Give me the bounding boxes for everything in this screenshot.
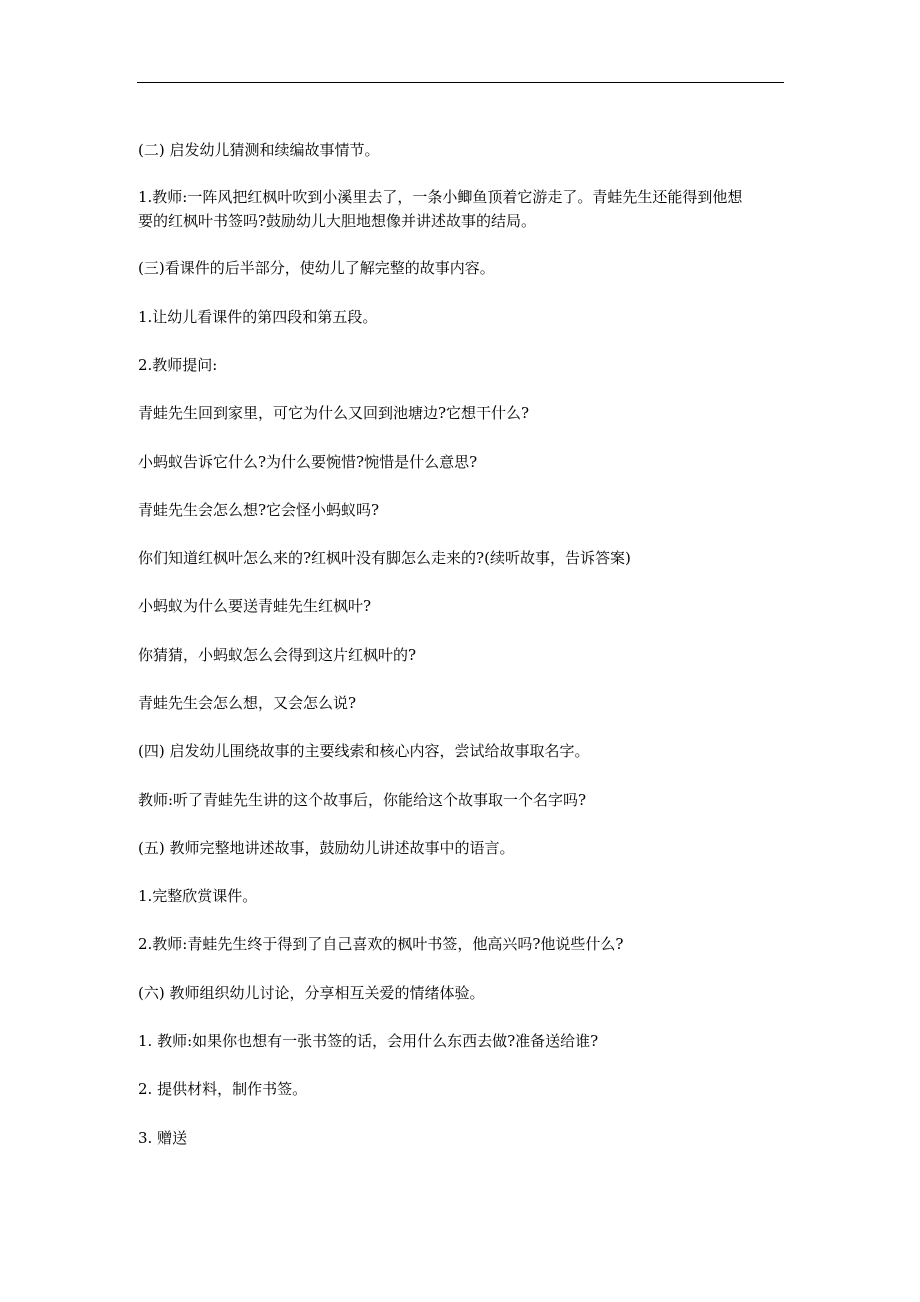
paragraph-line: 1.教师:一阵风把红枫叶吹到小溪里去了，一条小鲫鱼顶着它游走了。青蛙先生还能得到他想: [138, 188, 743, 206]
paragraph-line: 2. 提供材料，制作书签。: [138, 1080, 308, 1098]
paragraph-line: 1.完整欣赏课件。: [138, 887, 258, 905]
paragraph-line: 教师:听了青蛙先生讲的这个故事后，你能给这个故事取一个名字吗?: [138, 791, 587, 809]
question-line: 青蛙先生回到家里，可它为什么又回到池塘边?它想干什么?: [138, 404, 530, 422]
header-rule: [137, 82, 784, 83]
question-line: 你猜猜，小蚂蚁怎么会得到这片红枫叶的?: [138, 646, 417, 664]
section-heading-6: (六) 教师组织幼儿讨论，分享相互关爱的情绪体验。: [138, 984, 485, 1002]
section-heading-2: (二) 启发幼儿猜测和续编故事情节。: [138, 141, 380, 159]
paragraph-line: 1. 教师:如果你也想有一张书签的话，会用什么东西去做?准备送给谁?: [138, 1032, 599, 1050]
question-line: 青蛙先生会怎么想，又会怎么说?: [138, 694, 357, 712]
section-heading-5: (五) 教师完整地讲述故事，鼓励幼儿讲述故事中的语言。: [138, 839, 515, 857]
question-line: 小蚂蚁为什么要送青蛙先生红枫叶?: [138, 597, 372, 615]
paragraph-line: 要的红枫叶书签吗?鼓励幼儿大胆地想像并讲述故事的结局。: [138, 212, 537, 230]
paragraph-line: 2.教师:青蛙先生终于得到了自己喜欢的枫叶书签，他高兴吗?他说些什么?: [138, 935, 624, 953]
question-line: 你们知道红枫叶怎么来的?红枫叶没有脚怎么走来的?(续听故事，告诉答案): [138, 549, 631, 567]
paragraph-line: 2.教师提问:: [138, 356, 218, 374]
question-line: 小蚂蚁告诉它什么?为什么要惋惜?惋惜是什么意思?: [138, 453, 478, 471]
question-line: 青蛙先生会怎么想?它会怪小蚂蚁吗?: [138, 501, 380, 519]
paragraph-line: 1.让幼儿看课件的第四段和第五段。: [138, 308, 378, 326]
paragraph-line: 3. 赠送: [138, 1129, 188, 1147]
section-heading-4: (四) 启发幼儿围绕故事的主要线索和核心内容，尝试给故事取名字。: [138, 742, 590, 760]
section-heading-3: (三)看课件的后半部分，使幼儿了解完整的故事内容。: [138, 259, 495, 277]
